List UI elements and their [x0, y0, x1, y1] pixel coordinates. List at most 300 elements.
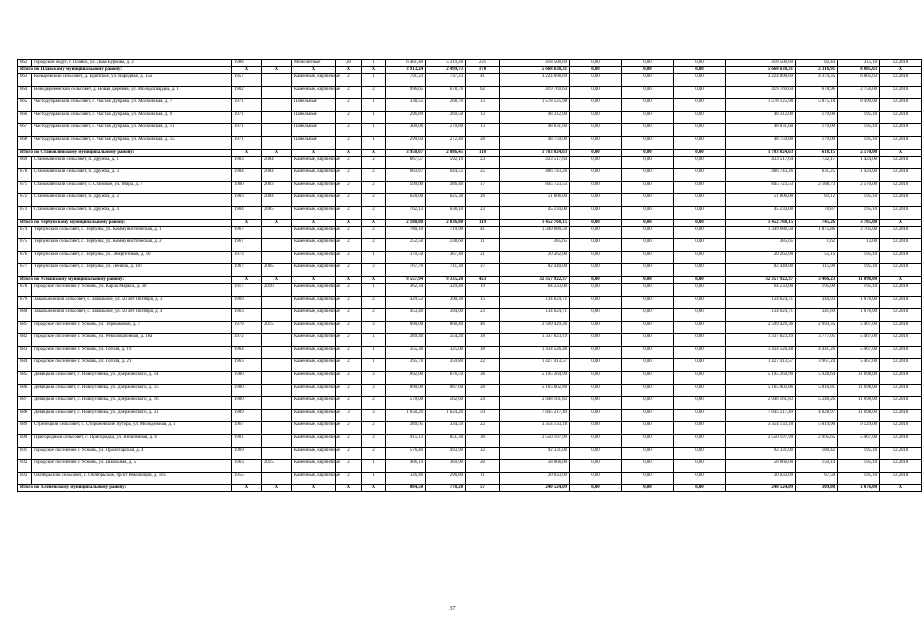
address-cell: Частодубравский сельсовет, с. Частая Дубрава, ул. Московская, д. 9 [32, 111, 232, 124]
cell-m: 195,10 [838, 472, 880, 485]
cell-f: 2 [336, 435, 362, 448]
cell-c5: 1 783 024,63 [726, 149, 796, 156]
cell-y1: 1967 [232, 226, 262, 239]
cell-y2 [262, 60, 292, 67]
cell-c2: 0,00 [570, 460, 622, 473]
cell-y1: 1967 [232, 264, 262, 277]
cell-c2: 0,00 [570, 206, 622, 219]
cell-y1: 1963 [232, 460, 262, 473]
cell-mat: Каменные, кирпичные [292, 409, 336, 422]
cell-c4: 0,00 [674, 206, 726, 219]
cell-y2 [262, 309, 292, 322]
address-cell: Частодубравский сельсовет, с. Частая Дубрава, ул. Московская, д. 15 [32, 136, 232, 149]
cell-c3: 0,00 [622, 264, 674, 277]
cell-c2: 0,00 [570, 321, 622, 334]
cell-c5: 2 948 161,83 [726, 397, 796, 410]
table-row [18, 460, 922, 473]
cell-a2: 272,40 [426, 136, 466, 149]
cell-p: 11 [466, 472, 500, 485]
cell-c4: 0,00 [674, 124, 726, 137]
cell-c4: 0,00 [674, 359, 726, 372]
cell-c3: 0,00 [622, 86, 674, 99]
cell-u: 4 374,35 [796, 74, 838, 87]
cell-c3: 0,00 [622, 60, 674, 67]
cell-u: 678,96 [796, 86, 838, 99]
cell-f: 2 [336, 86, 362, 99]
cell-c3: 0,00 [622, 447, 674, 460]
cell-c5: 1 337 823,19 [726, 334, 796, 347]
cell-f: 2 [336, 206, 362, 219]
cell-c1: 2 948 161,83 [500, 397, 570, 410]
row-number: 672 [18, 194, 32, 207]
row-number: 683 [18, 346, 32, 359]
cell-c2: 0,00 [570, 149, 622, 156]
cell-mat: Каменные, кирпичные [292, 251, 336, 264]
cell-c2: 0,00 [570, 136, 622, 149]
cell-e: 2 [362, 206, 386, 219]
cell-u: 179,00 [796, 111, 838, 124]
cell-c4: 0,00 [674, 74, 726, 87]
cell-a2: 1 624,20 [426, 409, 466, 422]
cell-c5: 1 452 768,15 [726, 219, 796, 226]
cell-c4: 0,00 [674, 321, 726, 334]
cell-mat: Каменные, кирпичные [292, 156, 336, 169]
cell-m: 5 467,00 [838, 321, 880, 334]
cell-a2: 296,80 [426, 472, 466, 485]
cell-m: 5 467,00 [838, 359, 880, 372]
cell-c1: 240 524,09 [500, 485, 570, 492]
cell-y1: 1963 [232, 309, 262, 322]
cell-d: 12.2018 [880, 472, 922, 485]
cell-a2: 644,55 [426, 169, 466, 182]
cell-c4: 0,00 [674, 409, 726, 422]
cell-f: X [336, 149, 362, 156]
cell-d: 12.2018 [880, 435, 922, 448]
cell-c4: 0,00 [674, 460, 726, 473]
cell-e: X [362, 149, 386, 156]
cell-y2 [262, 359, 292, 372]
cell-d: 12.2018 [880, 169, 922, 182]
cell-u: 5 875,18 [796, 99, 838, 112]
cell-p: 13 [466, 99, 500, 112]
cell-c3: 0,00 [622, 485, 674, 492]
cell-a1: 370,50 [386, 251, 426, 264]
cell-e: 2 [362, 296, 386, 309]
cell-a2: 876,59 [426, 372, 466, 385]
cell-y2 [262, 397, 292, 410]
cell-a1: 326,46 [386, 472, 426, 485]
cell-a2: 562,60 [426, 397, 466, 410]
address-cell: Становлянский сельсовет, п. Дружба, д. 3 [32, 169, 232, 182]
cell-d: 12.2018 [880, 296, 922, 309]
cell-c5: 2 550 197,99 [726, 435, 796, 448]
cell-a2: 592,10 [426, 156, 466, 169]
cell-c1: 48 312,00 [500, 111, 570, 124]
cell-c2: 0,00 [570, 435, 622, 448]
row-number: 687 [18, 397, 32, 410]
cell-d: 12.2018 [880, 264, 922, 277]
cell-c4: 0,00 [674, 447, 726, 460]
cell-u: 2 995,65 [796, 435, 838, 448]
row-number: 686 [18, 384, 32, 397]
row-number: 692 [18, 460, 32, 473]
table-row [18, 111, 922, 124]
cell-y1: 1969 [232, 296, 262, 309]
cell-y2 [262, 472, 292, 485]
cell-a1: 702,13 [386, 206, 426, 219]
cell-a1: 355,30 [386, 346, 426, 359]
row-number: 674 [18, 226, 32, 239]
row-number: 688 [18, 409, 32, 422]
table-row [18, 169, 922, 182]
cell-f: 2 [336, 309, 362, 322]
cell-d: X [880, 219, 922, 226]
cell-c1: 385,65 [500, 239, 570, 252]
cell-c1: 845 723,53 [500, 181, 570, 194]
cell-y1: 1973 [232, 251, 262, 264]
cell-c3: 0,00 [622, 334, 674, 347]
address-cell: Завальновский сельсовет, с. Завальное, ул. 50 лет Октября, д. 3 [32, 296, 232, 309]
cell-e: 3 [362, 409, 386, 422]
cell-p: 118 [466, 149, 500, 156]
cell-f: 2 [336, 460, 362, 473]
cell-m: 2 759,00 [838, 86, 880, 99]
cell-mat: X [292, 276, 336, 283]
cell-u: 5 816,81 [796, 384, 838, 397]
cell-p: 13 [466, 111, 500, 124]
cell-a1: 890,00 [386, 321, 426, 334]
cell-c5: 5 165 002,86 [726, 384, 796, 397]
cell-d: 12.2018 [880, 334, 922, 347]
address-cell: городской округ, г. Плавск, ул. Льва Буркова, д. 2 [32, 60, 232, 67]
row-number: 679 [18, 296, 32, 309]
row-number: 677 [18, 264, 32, 277]
cell-c5: 82 440,00 [726, 264, 796, 277]
cell-y1: 1988 [232, 60, 262, 67]
cell-y1: 1963 [232, 359, 262, 372]
cell-y2 [262, 422, 292, 435]
cell-c2: 0,00 [570, 251, 622, 264]
table-row [18, 296, 922, 309]
total-label: Итого по Хлевенскому муниципальному району: [18, 485, 232, 492]
cell-c2: 0,00 [570, 239, 622, 252]
district-total-row [18, 149, 922, 156]
cell-c4: 0,00 [674, 264, 726, 277]
cell-f: 2 [336, 194, 362, 207]
cell-y2: X [262, 485, 292, 492]
cell-u: 5 240,26 [796, 397, 838, 410]
cell-p: 28 [466, 136, 500, 149]
cell-y1: 1980 [232, 384, 262, 397]
cell-y2 [262, 99, 292, 112]
cell-c5: 2 599 429,36 [726, 321, 796, 334]
cell-mat: Каменные, кирпичные [292, 169, 336, 182]
row-number: 681 [18, 321, 32, 334]
cell-c2: 0,00 [570, 276, 622, 283]
cell-d: 12.2018 [880, 251, 922, 264]
district-total-row [18, 276, 922, 283]
cell-c2: 0,00 [570, 309, 622, 322]
cell-y2: 2015 [262, 460, 292, 473]
cell-u: 3 777,05 [796, 334, 838, 347]
cell-e: 2 [362, 397, 386, 410]
cell-a2: 638,10 [426, 206, 466, 219]
cell-c5: 419 769,64 [726, 86, 796, 99]
cell-d: 12.2018 [880, 136, 922, 149]
cell-f: 3 [336, 409, 362, 422]
cell-a1: 338,55 [386, 99, 426, 112]
cell-p: 11 [466, 239, 500, 252]
cell-c3: 0,00 [622, 67, 674, 74]
cell-d: 12.2018 [880, 283, 922, 296]
cell-u: 4 828,97 [796, 409, 838, 422]
cell-u: 344,93 [796, 296, 838, 309]
cell-c5: 1 427 413,57 [726, 359, 796, 372]
cell-u: 67,50 [796, 472, 838, 485]
cell-y2 [262, 74, 292, 87]
cell-y2: 2005 [262, 206, 292, 219]
cell-c2: 0,00 [570, 283, 622, 296]
cell-y1: 1969 [232, 447, 262, 460]
cell-c5: 3 354 133,18 [726, 422, 796, 435]
row-number: 678 [18, 283, 32, 296]
cell-y2 [262, 435, 292, 448]
cell-e: 2 [362, 156, 386, 169]
cell-f: 2 [336, 111, 362, 124]
cell-y1: 1989 [232, 409, 262, 422]
cell-f: 2 [336, 472, 362, 485]
page-number: 37 [449, 606, 456, 612]
cell-c1: 20 262,00 [500, 251, 570, 264]
cell-c1: 45 234,00 [500, 206, 570, 219]
table-row [18, 136, 922, 149]
cell-a2: 778,20 [426, 485, 466, 492]
cell-mat: X [292, 219, 336, 226]
cell-a2: 5 319,20 [426, 60, 466, 67]
cell-a1: 3 913,24 [386, 67, 426, 74]
table-row [18, 359, 922, 372]
cell-mat: Каменные, кирпичные [292, 321, 336, 334]
cell-c1: 5 668 638,31 [500, 67, 570, 74]
cell-c4: 0,00 [674, 60, 726, 67]
cell-mat: Панельные [292, 136, 336, 149]
cell-a2: 334,59 [426, 422, 466, 435]
cell-y2 [262, 136, 292, 149]
cell-c3: 0,00 [622, 194, 674, 207]
cell-d: 12.2018 [880, 409, 922, 422]
cell-c2: 0,00 [570, 194, 622, 207]
address-cell: Стрелецкий сельсовет, с. Сторожевские Хутора, ул. Молодежная, д. 1 [32, 422, 232, 435]
cell-y1: 1972 [232, 334, 262, 347]
cell-p: 41 [466, 74, 500, 87]
cell-f: 2 [336, 251, 362, 264]
cell-y2 [262, 346, 292, 359]
cell-mat: X [292, 485, 336, 492]
cell-c4: 0,00 [674, 422, 726, 435]
cell-p: 62 [466, 86, 500, 99]
table-row [18, 124, 922, 137]
cell-u: 341,69 [796, 309, 838, 322]
table-row [18, 283, 922, 296]
cell-d: 12.2018 [880, 346, 922, 359]
cell-c3: 0,00 [622, 283, 674, 296]
cell-f: 2 [336, 156, 362, 169]
cell-c2: 0,00 [570, 346, 622, 359]
cell-mat: Монолитные [292, 60, 336, 67]
cell-m: 11 098,00 [838, 384, 880, 397]
cell-e: 1 [362, 60, 386, 67]
total-label: Итого по Плавскому муниципальному району: [18, 67, 232, 74]
address-cell: Частодубравский сельсовет, с. Частая Дубрава, ул. Московская, д. 11 [32, 124, 232, 137]
table-row [18, 309, 922, 322]
cell-f: 2 [336, 321, 362, 334]
cell-p: 13 [466, 124, 500, 137]
cell-c3: 0,00 [622, 181, 674, 194]
table-row [18, 74, 922, 87]
cell-a2: 2 886,45 [426, 149, 466, 156]
cell-m: 3 705,00 [838, 226, 880, 239]
cell-c4: 0,00 [674, 397, 726, 410]
cell-c5: 1 434 526,48 [726, 346, 796, 359]
cell-c1: 1 452 768,15 [500, 219, 570, 226]
cell-m: 5 467,00 [838, 435, 880, 448]
cell-u: 2 993,35 [796, 321, 838, 334]
table-row [18, 472, 922, 485]
cell-a1: 453,40 [386, 309, 426, 322]
cell-c1: 1 434 526,48 [500, 346, 570, 359]
cell-u: 115,90 [796, 264, 838, 277]
cell-f: 2 [336, 283, 362, 296]
cell-a1: 3 950,67 [386, 149, 426, 156]
cell-u: 4 441,26 [796, 346, 838, 359]
row-number: 691 [18, 447, 32, 460]
cell-c3: 0,00 [622, 239, 674, 252]
row-number: 671 [18, 181, 32, 194]
cell-c5: 48 312,00 [726, 111, 796, 124]
cell-c2: 0,00 [570, 169, 622, 182]
cell-c1: 3 224 898,69 [500, 74, 570, 87]
address-cell: городское поселение г. Усмань, ул. Революционная, д. 16а [32, 334, 232, 347]
cell-mat: Каменные, кирпичные [292, 397, 336, 410]
table-row [18, 251, 922, 264]
cell-c4: 0,00 [674, 334, 726, 347]
table-row [18, 226, 922, 239]
row-number: 675 [18, 239, 32, 252]
cell-c1: 20 033,09 [500, 472, 570, 485]
cell-c2: 0,00 [570, 359, 622, 372]
cell-e: 1 [362, 99, 386, 112]
table-row [18, 156, 922, 169]
cell-m: 1 076,00 [838, 309, 880, 322]
cell-y1: 1981 [232, 435, 262, 448]
cell-m: 195,10 [838, 206, 880, 219]
cell-c4: 0,00 [674, 149, 726, 156]
address-cell: Становлянский сельсовет, п. Дружба, д. 2 [32, 194, 232, 207]
cell-y2: 2010 [262, 283, 292, 296]
cell-u: 1 875,86 [796, 226, 838, 239]
cell-c5: 48 759,00 [726, 136, 796, 149]
cell-y2 [262, 409, 292, 422]
row-number: 670 [18, 169, 32, 182]
cell-c4: 0,00 [674, 226, 726, 239]
cell-f: 2 [336, 334, 362, 347]
cell-c5: 64 233,00 [726, 283, 796, 296]
cell-d: 12.2018 [880, 74, 922, 87]
cell-a1: 884,50 [386, 485, 426, 492]
table-row [18, 60, 922, 67]
cell-y2: X [262, 149, 292, 156]
cell-c2: 0,00 [570, 485, 622, 492]
cell-f: 2 [336, 422, 362, 435]
cell-m: 5 467,00 [838, 334, 880, 347]
cell-c4: 0,00 [674, 384, 726, 397]
cell-a2: 268,70 [426, 99, 466, 112]
cell-a2: 625,30 [426, 194, 466, 207]
cell-c2: 0,00 [570, 422, 622, 435]
table-row [18, 239, 922, 252]
cell-c5: 3 224 898,69 [726, 74, 796, 87]
cell-c3: 0,00 [622, 372, 674, 385]
cell-mat: Каменные, кирпичные [292, 422, 336, 435]
cell-m: 5 467,00 [838, 346, 880, 359]
cell-mat: Каменные, кирпичные [292, 372, 336, 385]
cell-c4: 0,00 [674, 194, 726, 207]
address-cell: Частодубравский сельсовет, с. Частая Дубрава, ул. Московская, д. 7 [32, 99, 232, 112]
address-cell: городское поселение г. Усмань, ул. Гоголя, д. 21 [32, 359, 232, 372]
cell-m: 2 570,00 [838, 149, 880, 156]
cell-y2 [262, 372, 292, 385]
cell-p: 26 [466, 194, 500, 207]
cell-y1: 1964 [232, 346, 262, 359]
cell-y2 [262, 124, 292, 137]
row-number: 668 [18, 136, 32, 149]
cell-d: X [880, 149, 922, 156]
cell-mat: Каменные, кирпичные [292, 460, 336, 473]
cell-e: 2 [362, 86, 386, 99]
cell-d: 12.2018 [880, 111, 922, 124]
cell-u: 55,15 [796, 251, 838, 264]
cell-c5: 1 578 125,98 [726, 99, 796, 112]
cell-p: 24 [466, 397, 500, 410]
cell-mat: Каменные, кирпичные [292, 296, 336, 309]
cell-c5: 32 357 922,37 [726, 276, 796, 283]
cell-a2: 2 036,80 [426, 219, 466, 226]
cell-mat: Каменные, кирпичные [292, 309, 336, 322]
cell-c1: 48 759,00 [500, 136, 570, 149]
cell-c2: 0,00 [570, 60, 622, 67]
cell-y2 [262, 226, 292, 239]
cell-e: 1 [362, 346, 386, 359]
cell-p: 170 [466, 67, 500, 74]
cell-a2: 493,90 [426, 447, 466, 460]
cell-u: 82,44 [796, 60, 838, 67]
cell-c1: 7 845 217,49 [500, 409, 570, 422]
cell-m: 195,10 [838, 111, 880, 124]
table-row [18, 447, 922, 460]
cell-c1: 419 769,64 [500, 86, 570, 99]
cell-c3: 0,00 [622, 359, 674, 372]
cell-a2: 851,30 [426, 435, 466, 448]
cell-c1: 64 233,00 [500, 283, 570, 296]
cell-y2 [262, 86, 292, 99]
cell-c3: 0,00 [622, 206, 674, 219]
cell-e: 1 [362, 251, 386, 264]
cell-c3: 0,00 [622, 472, 674, 485]
cell-mat: Каменные, кирпичные [292, 264, 336, 277]
cell-y1: X [232, 149, 262, 156]
cell-a2: 386,40 [426, 181, 466, 194]
row-number: 690 [18, 435, 32, 448]
